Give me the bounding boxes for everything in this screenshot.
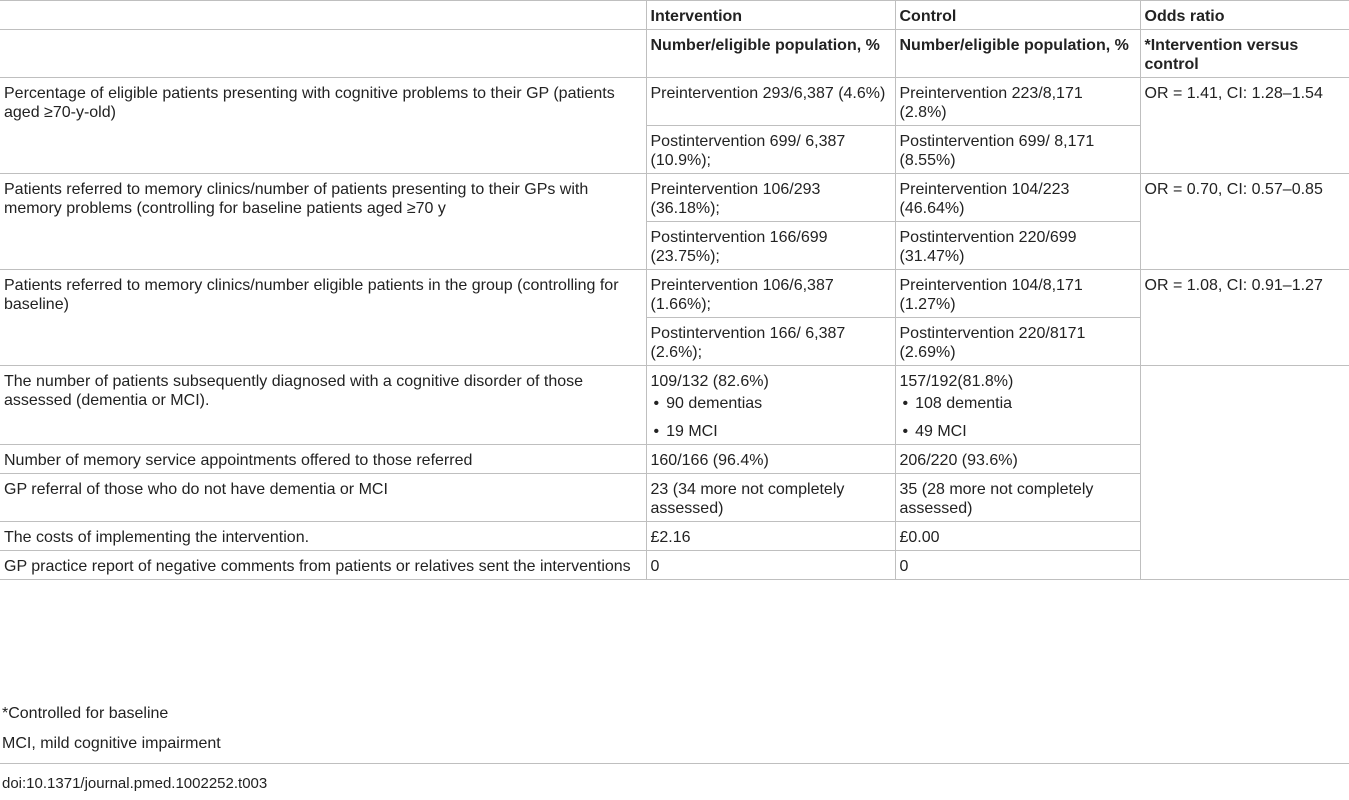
- subheader-control: Number/eligible population, %: [895, 30, 1140, 78]
- list-item: [900, 391, 1134, 413]
- cell-pre-intervention: Preintervention 106/293 (36.18%);: [646, 174, 895, 222]
- subheader-intervention: Number/eligible population, %: [646, 30, 895, 78]
- row-label: Patients referred to memory clinics/number of patients presenting to their GPs with memory problems (controlling for baseline patients aged ≥70 y: [0, 174, 646, 270]
- header-control: Control: [895, 1, 1140, 30]
- cell-control: £0.00: [895, 522, 1140, 551]
- cell-odds-ratio: OR = 1.41, CI: 1.28–1.54: [1140, 78, 1349, 174]
- header-odds-ratio: Odds ratio: [1140, 1, 1349, 30]
- cell-odds-ratio: OR = 1.08, CI: 0.91–1.27: [1140, 270, 1349, 366]
- footer-divider: [0, 763, 1349, 764]
- row-label: The costs of implementing the intervention.: [0, 522, 646, 551]
- table-row: [0, 78, 1349, 126]
- cell-control: 0: [895, 551, 1140, 580]
- cell-pre-intervention: Preintervention 293/6,387 (4.6%): [646, 78, 895, 126]
- cell-intervention: 160/166 (96.4%): [646, 445, 895, 474]
- subheader-odds-ratio: *Intervention versus control: [1140, 30, 1349, 78]
- cell-post-intervention: Postintervention 699/ 6,387 (10.9%);: [646, 126, 895, 174]
- list-item-text: 90 dementias: [666, 395, 763, 412]
- table-row: [0, 174, 1349, 222]
- cell-odds-ratio-empty: [1140, 366, 1349, 580]
- cell-post-control: Postintervention 699/ 8,171 (8.55%): [895, 126, 1140, 174]
- bullet-icon: •: [902, 423, 909, 440]
- row-label: GP referral of those who do not have dementia or MCI: [0, 474, 646, 522]
- header-row-2: [0, 30, 1349, 78]
- diagnosed-total: 157/192(81.8%): [899, 373, 1014, 390]
- subheader-blank: [0, 30, 646, 78]
- list-item: [651, 391, 889, 413]
- footnote-mci: MCI, mild cognitive impairment: [2, 735, 221, 752]
- list-item: [651, 413, 889, 441]
- row-label: Patients referred to memory clinics/number eligible patients in the group (controlling for baseline): [0, 270, 646, 366]
- cell-post-intervention: Postintervention 166/699 (23.75%);: [646, 222, 895, 270]
- diagnosed-total: 109/132 (82.6%): [650, 373, 769, 390]
- footnote-controlled: *Controlled for baseline: [2, 705, 169, 722]
- row-label: Percentage of eligible patients presenting with cognitive problems to their GP (patients aged ≥70-y-old): [0, 78, 646, 174]
- cell-intervention: 23 (34 more not completely assessed): [646, 474, 895, 522]
- bullet-list: [651, 391, 889, 441]
- cell-control: 206/220 (93.6%): [895, 445, 1140, 474]
- bullet-icon: •: [653, 423, 660, 440]
- list-item-text: 49 MCI: [915, 423, 967, 440]
- row-label: GP practice report of negative comments from patients or relatives sent the interventions: [0, 551, 646, 580]
- cell-post-control: Postintervention 220/8171 (2.69%): [895, 318, 1140, 366]
- cell-pre-control: Preintervention 104/8,171 (1.27%): [895, 270, 1140, 318]
- cell-pre-intervention: Preintervention 106/6,387 (1.66%);: [646, 270, 895, 318]
- header-intervention: Intervention: [646, 1, 895, 30]
- cell-intervention: [646, 366, 895, 445]
- list-item-text: 19 MCI: [666, 423, 718, 440]
- cell-pre-control: Preintervention 223/8,171 (2.8%): [895, 78, 1140, 126]
- bullet-list: [900, 391, 1134, 441]
- header-row-1: [0, 1, 1349, 30]
- cell-intervention: 0: [646, 551, 895, 580]
- bullet-icon: •: [902, 395, 909, 412]
- cell-post-control: Postintervention 220/699 (31.47%): [895, 222, 1140, 270]
- list-item-text: 108 dementia: [915, 395, 1013, 412]
- table-row: [0, 366, 1349, 445]
- cell-control: 35 (28 more not completely assessed): [895, 474, 1140, 522]
- list-item: [900, 413, 1134, 441]
- bullet-icon: •: [653, 395, 660, 412]
- cell-control: [895, 366, 1140, 445]
- cell-post-intervention: Postintervention 166/ 6,387 (2.6%);: [646, 318, 895, 366]
- row-label: The number of patients subsequently diagnosed with a cognitive disorder of those assessed (dementia or MCI).: [0, 366, 646, 445]
- cell-odds-ratio: OR = 0.70, CI: 0.57–0.85: [1140, 174, 1349, 270]
- doi-link[interactable]: doi:10.1371/journal.pmed.1002252.t003: [2, 775, 268, 792]
- row-label: Number of memory service appointments offered to those referred: [0, 445, 646, 474]
- cell-intervention: £2.16: [646, 522, 895, 551]
- header-blank: [0, 1, 646, 30]
- table-row: [0, 270, 1349, 318]
- cell-pre-control: Preintervention 104/223 (46.64%): [895, 174, 1140, 222]
